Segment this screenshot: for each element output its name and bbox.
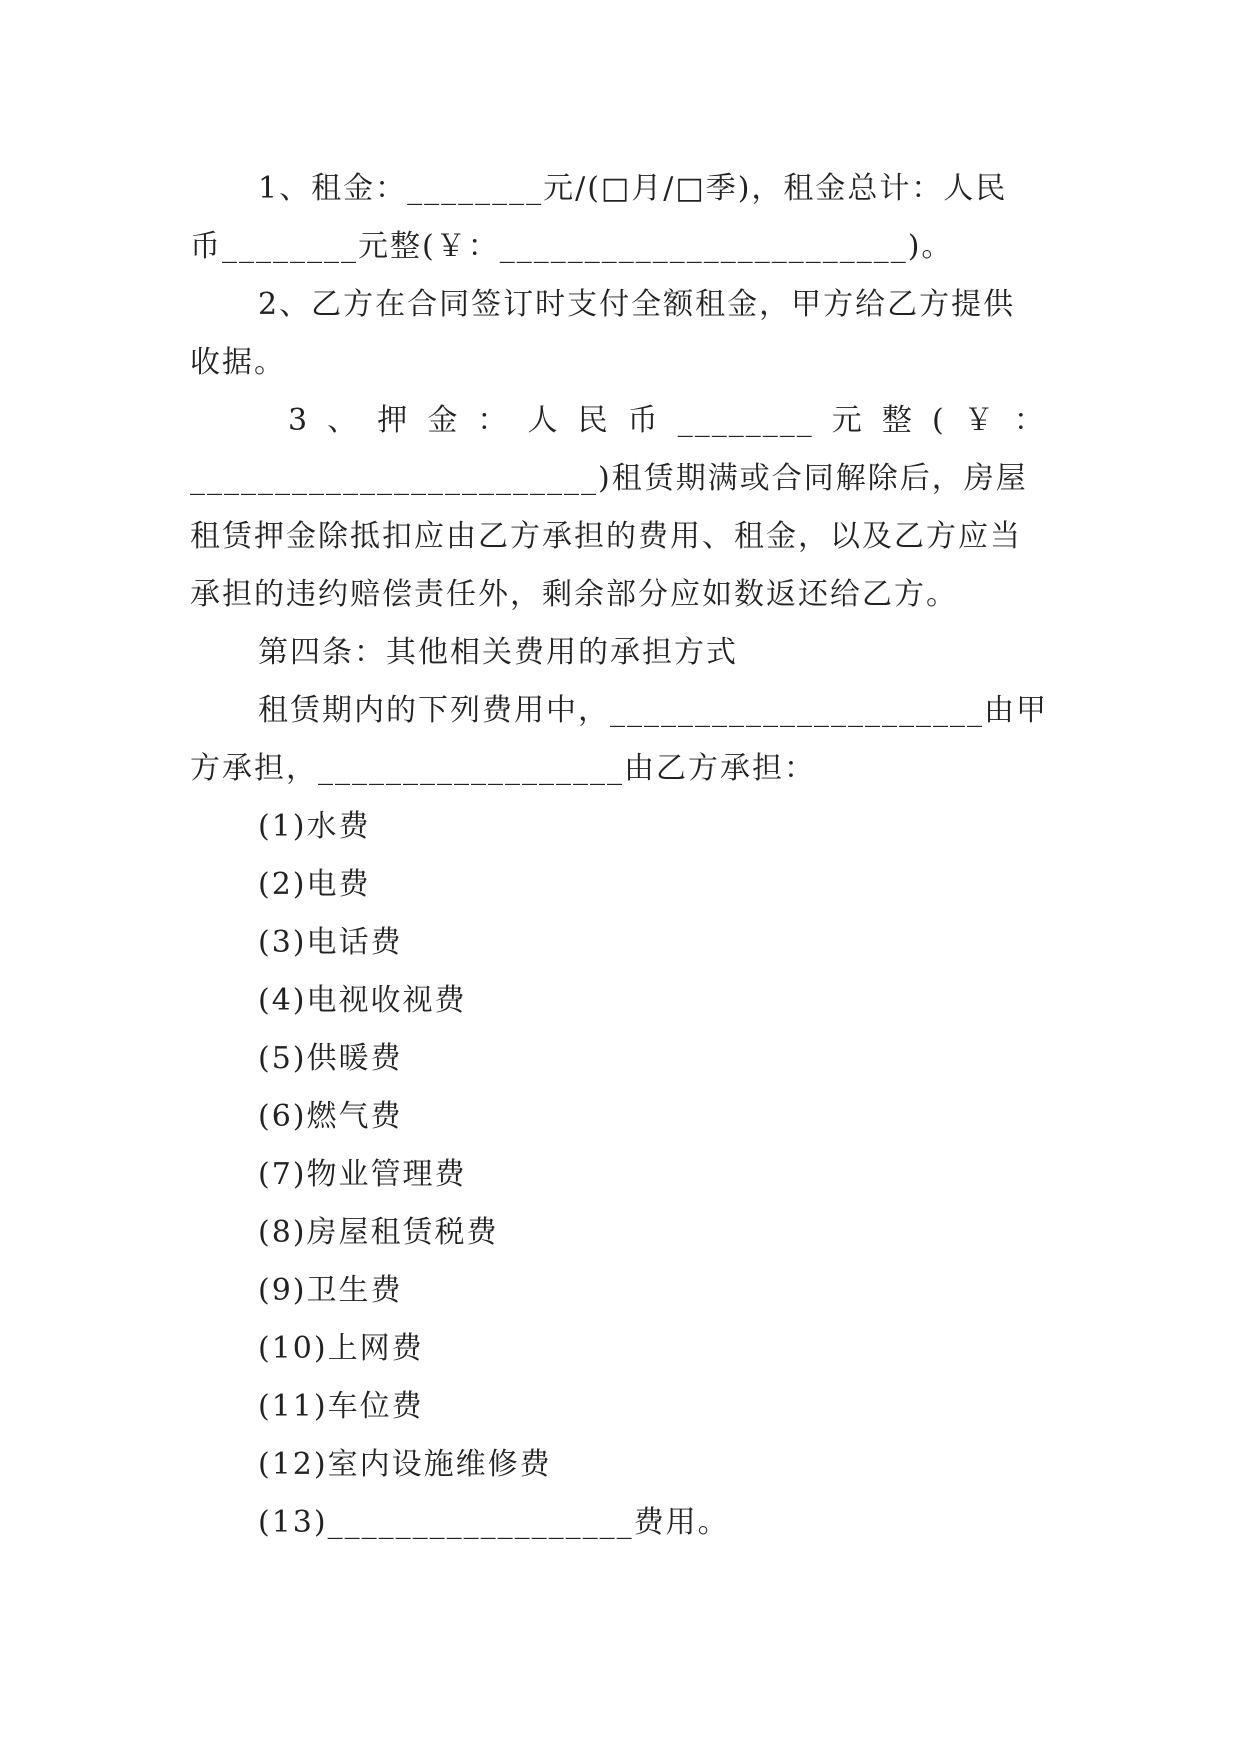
fee-list-item: (5)供暖费 xyxy=(258,1041,403,1076)
deposit-token: ( xyxy=(931,403,946,438)
deposit-clause-line-1 xyxy=(190,392,1050,450)
fee-list-item: (1)水费 xyxy=(258,809,371,844)
document-page xyxy=(190,160,1050,1552)
deposit-token: ￥ xyxy=(963,403,996,438)
article-intro-line-2: 方承担，__________________由乙方承担： xyxy=(190,751,816,786)
payment-clause-line-1: 2、乙方在合同签订时支付全额租金，甲方给乙方提供 xyxy=(258,287,1016,322)
deposit-token: 人 xyxy=(527,403,560,438)
deposit-token: ： xyxy=(1013,403,1046,438)
deposit-clause-line-3: 租赁押金除抵扣应由乙方承担的费用、租金，以及乙方应当 xyxy=(190,519,1022,554)
deposit-token: 、 xyxy=(327,403,360,438)
deposit-token: 整 xyxy=(881,403,914,438)
fee-list-item: (13)__________________费用。 xyxy=(258,1505,730,1540)
deposit-clause-line-4: 承担的违约赔偿责任外，剩余部分应如数返还给乙方。 xyxy=(190,577,958,612)
payment-clause-line-2: 收据。 xyxy=(190,345,286,380)
fee-list-item: (6)燃气费 xyxy=(258,1099,403,1134)
fee-list-item: (11)车位费 xyxy=(258,1389,424,1424)
fee-list-item: (9)卫生费 xyxy=(258,1273,403,1308)
article-intro-line-1: 租赁期内的下列费用中，______________________由甲 xyxy=(258,693,1048,728)
rent-clause-line-2: 币________元整(￥：________________________)。 xyxy=(190,229,954,264)
fee-list-item: (7)物业管理费 xyxy=(258,1157,467,1192)
deposit-token: ： xyxy=(477,403,510,438)
fee-list-item: (3)电话费 xyxy=(258,925,403,960)
deposit-token: 民 xyxy=(577,403,610,438)
deposit-token: 币 xyxy=(627,403,660,438)
fee-list-item: (2)电费 xyxy=(258,867,371,902)
article-heading: 第四条：其他相关费用的承担方式 xyxy=(258,635,738,670)
fee-list-item: (8)房屋租赁税费 xyxy=(258,1215,499,1250)
deposit-token: 金 xyxy=(427,403,460,438)
deposit-token: 元 xyxy=(831,403,864,438)
deposit-token: 3 xyxy=(288,403,310,438)
fee-list-item: (4)电视收视费 xyxy=(258,983,467,1018)
deposit-token: 押 xyxy=(377,403,410,438)
fee-list-item: (12)室内设施维修费 xyxy=(258,1447,552,1482)
deposit-clause-line-2: ________________________)租赁期满或合同解除后，房屋 xyxy=(190,461,1028,496)
deposit-blank: ________ xyxy=(677,403,814,438)
fee-list-item: (10)上网费 xyxy=(258,1331,424,1366)
rent-clause-line-1: 1、租金：________元/(□月/□季)，租金总计：人民 xyxy=(258,171,1008,206)
